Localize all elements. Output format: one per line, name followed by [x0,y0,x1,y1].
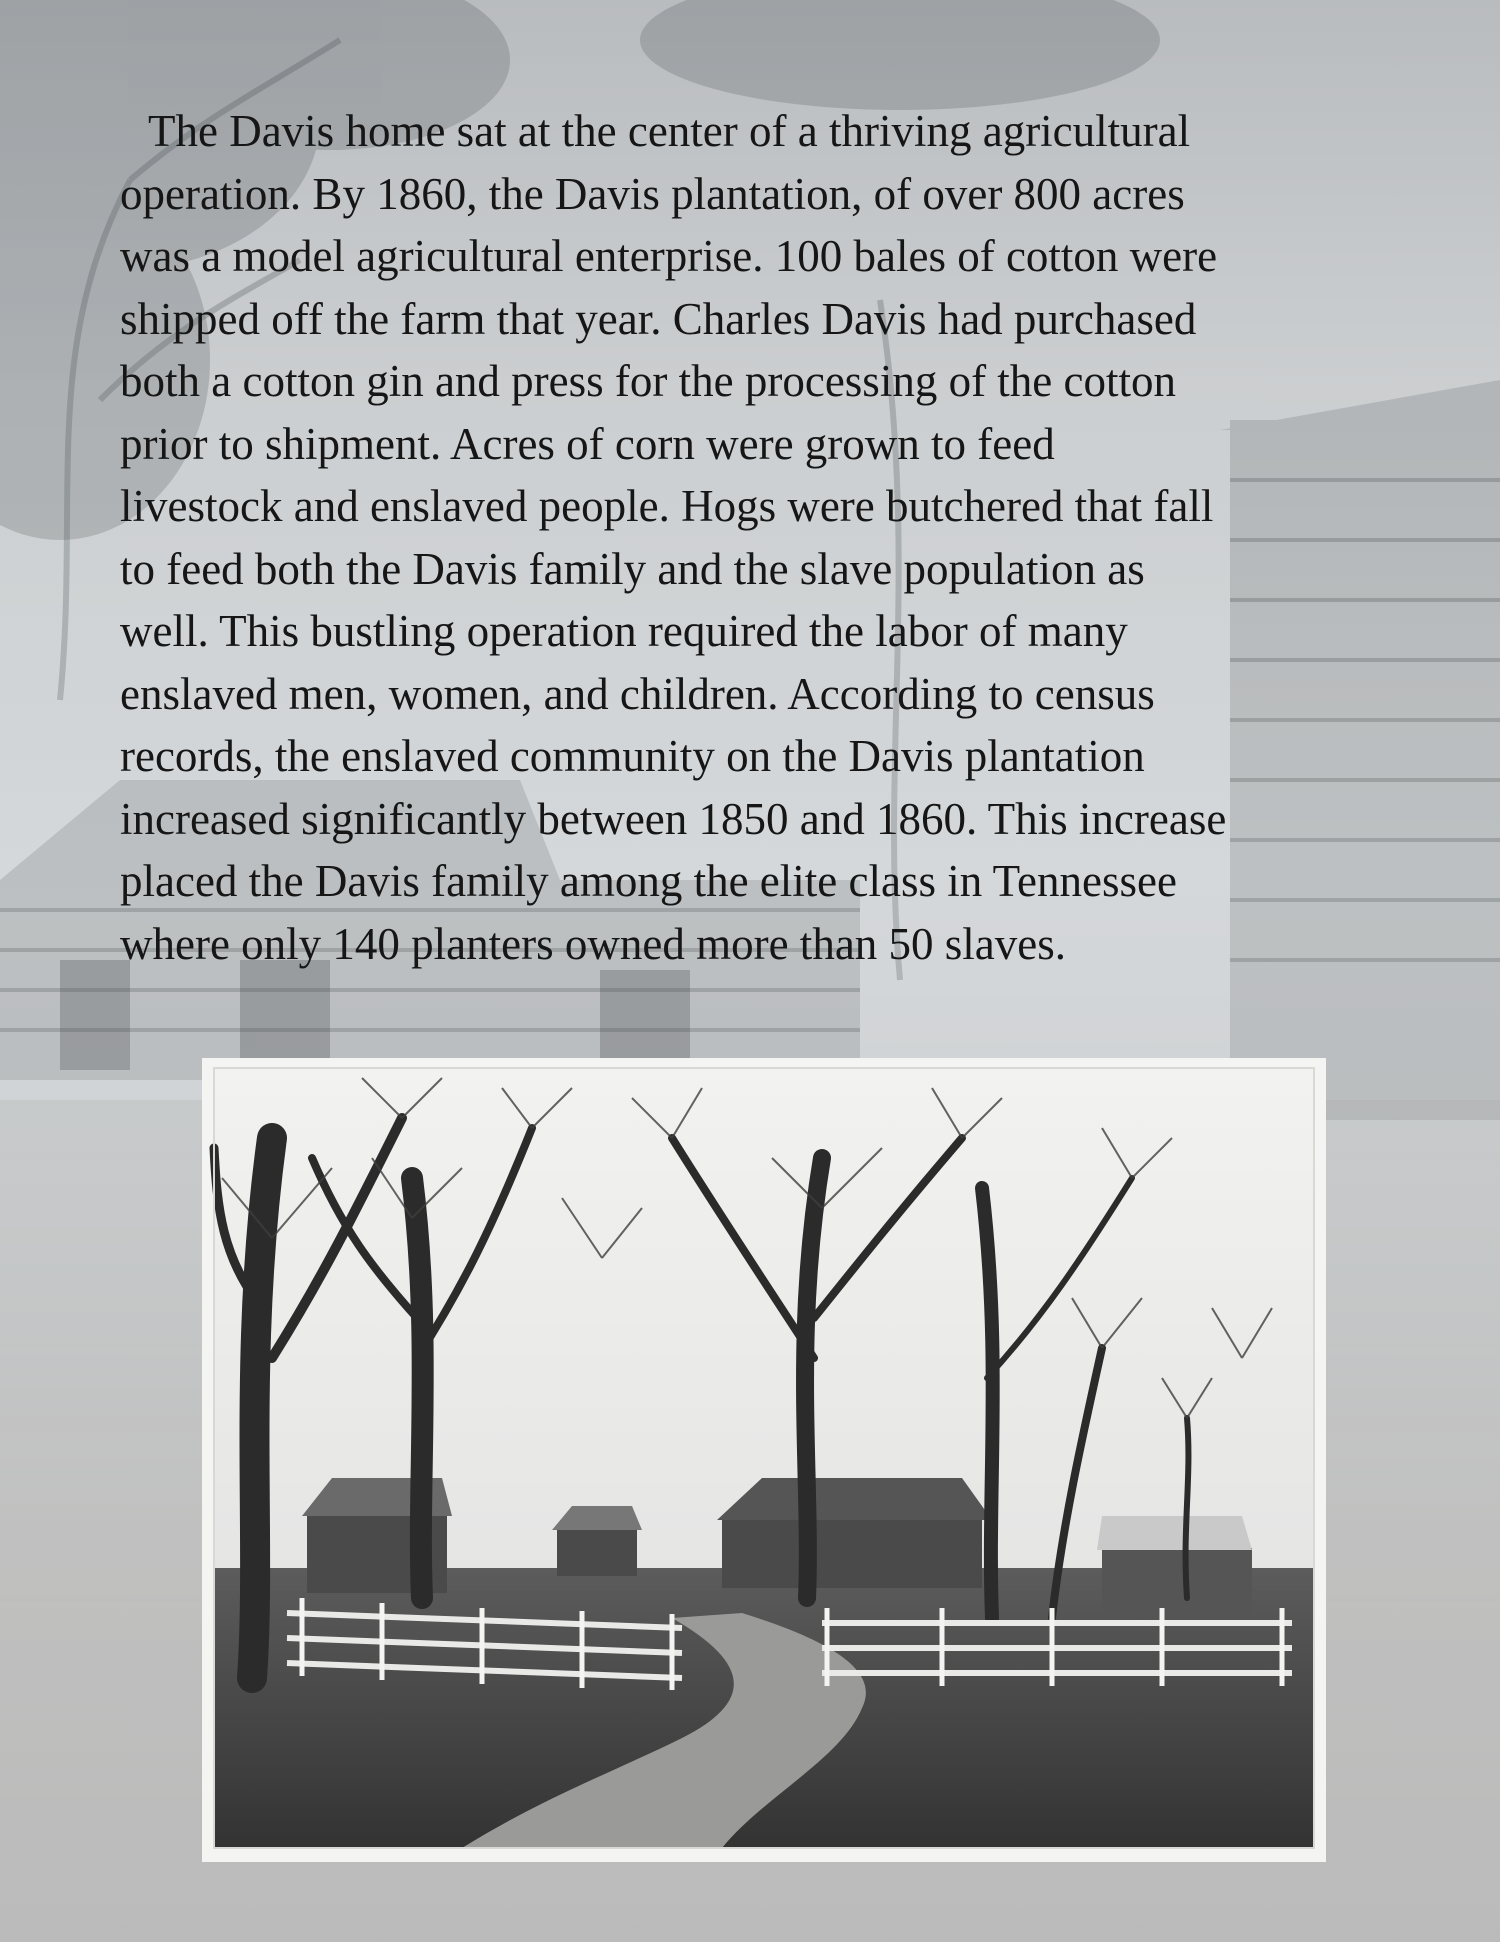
historic-plantation-photo [202,1058,1326,1862]
body-paragraph: The Davis home sat at the center of a thriving agricultural operation. By 1860, the Davis plantation, of over 800 acres was a model agricultural enterprise. 100 bales of cotton were shipped off the farm that year. Charles Davis had purchased both a cotton gin and press for the processing of the cotton prior to shipment. Acres of corn were grown to feed livestock and enslaved people. Hogs were butchered that fall to feed both the Davis family and the slave population as well. This bustling operation required the labor of many enslaved men, women, and children. According to census records, the enslaved community on the Davis plantation increased significantly between 1850 and 1860. This increase placed the Davis family among the elite class in Tennessee where only 140 planters owned more than 50 slaves. [120,106,1227,969]
